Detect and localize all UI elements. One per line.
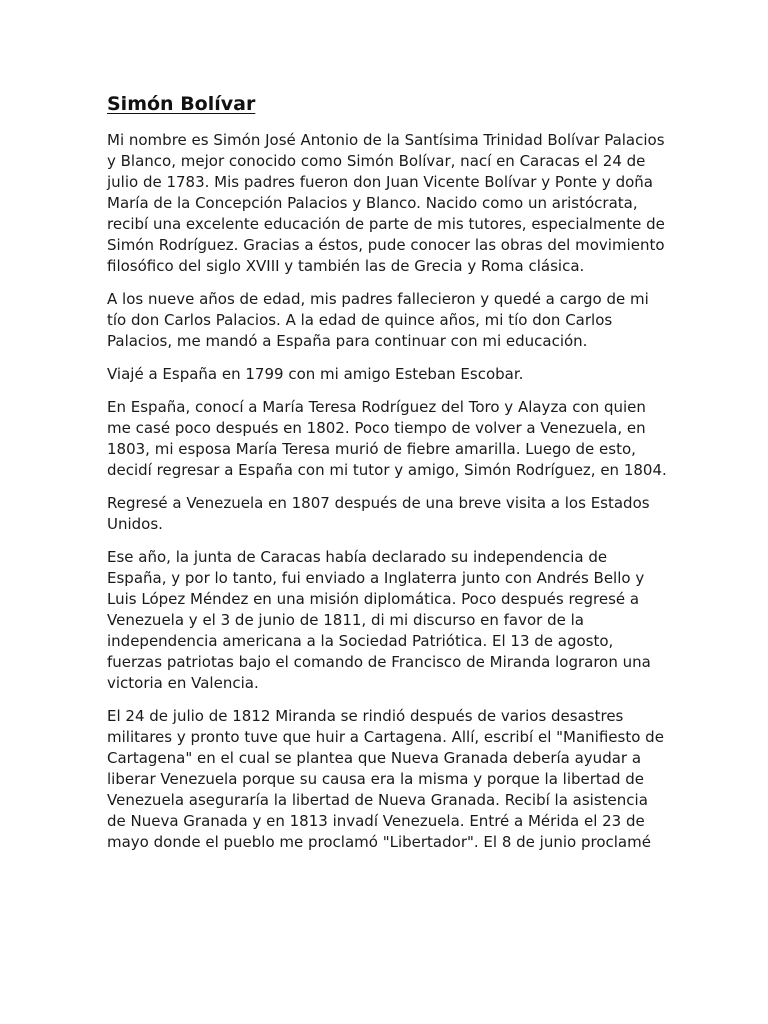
document-title: Simón Bolívar bbox=[107, 93, 256, 115]
paragraph-2: A los nueve años de edad, mis padres fallecieron y quedé a cargo de mi tío don Carlos Palacios. A la edad de quince años, mi tío don Carlos Palacios, me mandó a España para continuar con mi educación. bbox=[107, 290, 649, 350]
paragraph-3: Viajé a España en 1799 con mi amigo Esteban Escobar. bbox=[107, 365, 524, 383]
paragraph-7: El 24 de julio de 1812 Miranda se rindió después de varios desastres militares y pronto tuve que huir a Cartagena. Allí, escribí el "Manifiesto de Cartagena" en el cual se plantea que Nueva Granada debería ayudar a liberar Venezuela porque su causa era la misma y porque la libertad de Venezuela aseguraría la libertad de Nueva Granada. Recibí la asistencia de Nueva Granada y en 1813 invadí Venezuela. Entré a Mérida el 23 de mayo donde el pueblo me proclamó "Libertador". El 8 de junio proclamé bbox=[107, 707, 664, 851]
paragraph-1: Mi nombre es Simón José Antonio de la Santísima Trinidad Bolívar Palacios y Blanco, mejor conocido como Simón Bolívar, nací en Caracas el 24 de julio de 1783. Mis padres fueron don Juan Vicente Bolívar y Ponte y doña María de la Concepción Palacios y Blanco. Nacido como un aristócrata, recibí una excelente educación de parte de mis tutores, especialmente de Simón Rodríguez. Gracias a éstos, pude conocer las obras del movimiento filosófico del siglo XVIII y también las de Grecia y Roma clásica. bbox=[107, 131, 665, 275]
paragraph-6: Ese año, la junta de Caracas había declarado su independencia de España, y por lo tanto, fui enviado a Inglaterra junto con Andrés Bello y Luis López Méndez en una misión diplomática. Poco después regresé a Venezuela y el 3 de junio de 1811, di mi discurso en favor de la independencia americana a la Sociedad Patriótica. El 13 de agosto, fuerzas patriotas bajo el comando de Francisco de Miranda lograron una victoria en Valencia. bbox=[107, 548, 651, 692]
paragraph-5: Regresé a Venezuela en 1807 después de una breve visita a los Estados Unidos. bbox=[107, 494, 650, 533]
paragraph-4: En España, conocí a María Teresa Rodríguez del Toro y Alayza con quien me casé poco después en 1802. Poco tiempo de volver a Venezuela, en 1803, mi esposa María Teresa murió de fiebre amarilla. Luego de esto, decidí regresar a España con mi tutor y amigo, Simón Rodríguez, en 1804. bbox=[107, 398, 667, 479]
